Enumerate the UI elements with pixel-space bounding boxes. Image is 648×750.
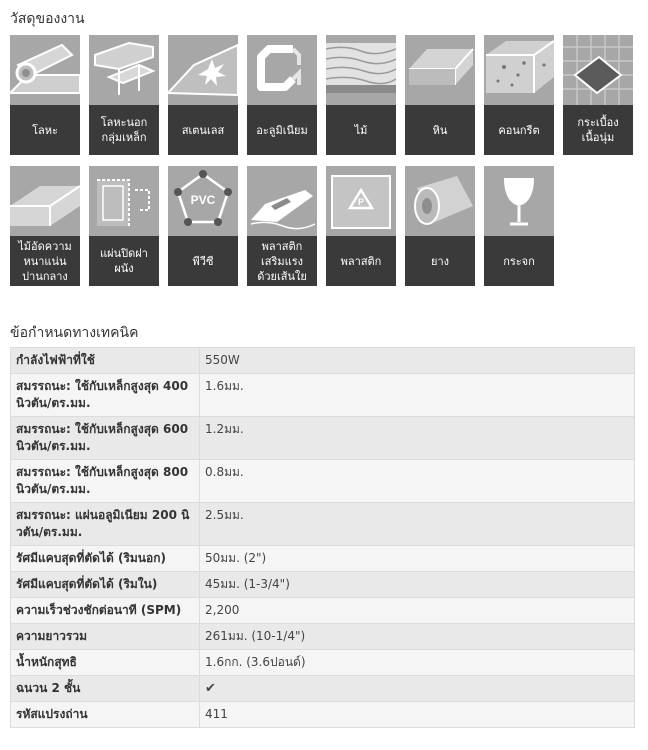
spec-key: สมรรถนะ: ใช้กับเหล็กสูงสุด 800 นิวตัน/ตร.มม.	[11, 460, 200, 503]
pvc-label: PVC	[190, 193, 216, 207]
spec-value: 1.6กก. (3.6ปอนด์)	[200, 650, 635, 676]
material-label: แผ่นปิดฝา ผนัง	[100, 247, 148, 275]
table-row	[11, 417, 635, 460]
aluminium-profile-icon	[247, 35, 317, 105]
material-tile-plastic	[326, 166, 396, 286]
material-label: ไม้อัดความ หนาแน่น ปานกลาง	[18, 239, 72, 283]
checkmark-icon: ✔	[200, 676, 635, 702]
spec-key: รหัสแปรงถ่าน	[11, 702, 200, 728]
materials-section-title: วัสดุของงาน	[10, 11, 85, 27]
spec-key: กำลังไฟฟ้าที่ใช้	[11, 348, 200, 374]
material-label: กระจก	[503, 254, 535, 268]
material-tile-nonferrous	[89, 35, 159, 155]
spec-value: 411	[200, 702, 635, 728]
spec-value: 2.5มม.	[200, 503, 635, 546]
spec-value: 261มม. (10-1/4")	[200, 624, 635, 650]
specs-table	[10, 347, 635, 728]
material-label: พลาสติก เสริมแรง ด้วยเส้นใย	[257, 239, 307, 283]
material-tile-rubber	[405, 166, 475, 286]
pipe-metal-icon	[10, 35, 80, 105]
material-tile-stainless	[168, 35, 238, 155]
material-tile-concrete	[484, 35, 554, 155]
rubber-roll-icon	[405, 166, 475, 236]
material-label: โลหะนอก กลุ่มเหล็ก	[100, 116, 148, 144]
material-label: โลหะ	[32, 123, 58, 137]
table-row	[11, 460, 635, 503]
material-tile-glass	[484, 166, 554, 286]
spec-key: สมรรถนะ: แผ่นอลูมิเนียม 200 นิวตัน/ตร.มม.	[11, 503, 200, 546]
stainless-spark-icon	[168, 35, 238, 105]
material-tile-metal	[10, 35, 80, 155]
spec-key: ความเร็วช่วงชักต่อนาที (SPM)	[11, 598, 200, 624]
material-label: ยาง	[431, 254, 449, 268]
table-row	[11, 572, 635, 598]
material-label: กระเบื้อง เนื้อนุ่ม	[577, 116, 619, 144]
recycle-plastic-icon	[326, 166, 396, 236]
mdf-board-icon	[10, 166, 80, 236]
material-label: ไม้	[354, 123, 368, 137]
table-row	[11, 624, 635, 650]
boat-icon	[247, 166, 317, 236]
material-tile-aluminium	[247, 35, 317, 155]
material-label: พลาสติก	[340, 254, 382, 268]
material-label: อะลูมิเนียม	[256, 123, 308, 137]
material-tile-wood	[326, 35, 396, 155]
material-tile-frp	[247, 166, 317, 286]
table-row	[11, 348, 635, 374]
spec-key: รัศมีแคบสุดที่ตัดได้ (ริมใน)	[11, 572, 200, 598]
table-row	[11, 702, 635, 728]
material-label: คอนกรีต	[498, 123, 540, 137]
spec-key: สมรรถนะ: ใช้กับเหล็กสูงสุด 400 นิวตัน/ตร.มม.	[11, 374, 200, 417]
table-row	[11, 374, 635, 417]
material-tile-mdf	[10, 166, 80, 286]
material-tile-tile	[563, 35, 633, 155]
tile-icon	[563, 35, 633, 105]
spec-value: 50มม. (2")	[200, 546, 635, 572]
sheet-gutter-icon	[89, 35, 159, 105]
table-row	[11, 503, 635, 546]
pvc-icon	[168, 166, 238, 236]
material-tile-wallpanel	[89, 166, 159, 286]
spec-value: 1.2มม.	[200, 417, 635, 460]
table-row	[11, 650, 635, 676]
spec-value: 0.8มม.	[200, 460, 635, 503]
glass-icon	[484, 166, 554, 236]
material-label: หิน	[432, 123, 448, 137]
spec-value: 2,200	[200, 598, 635, 624]
concrete-block-icon	[484, 35, 554, 105]
material-tile-stone	[405, 35, 475, 155]
table-row	[11, 546, 635, 572]
spec-value: 45มม. (1-3/4")	[200, 572, 635, 598]
table-row	[11, 598, 635, 624]
spec-key: รัศมีแคบสุดที่ตัดได้ (ริมนอก)	[11, 546, 200, 572]
spec-value: 1.6มม.	[200, 374, 635, 417]
wood-grain-icon	[326, 35, 396, 105]
stone-block-icon	[405, 35, 475, 105]
spec-key: ฉนวน 2 ชั้น	[11, 676, 200, 702]
spec-key: ความยาวรวม	[11, 624, 200, 650]
spec-key: น้ำหนักสุทธิ	[11, 650, 200, 676]
wall-panel-icon	[89, 166, 159, 236]
spec-value: 550W	[200, 348, 635, 374]
plastic-mark: P	[357, 197, 365, 207]
material-label: สเตนเลส	[181, 123, 225, 137]
spec-key: สมรรถนะ: ใช้กับเหล็กสูงสุด 600 นิวตัน/ตร.มม.	[11, 417, 200, 460]
table-row	[11, 676, 635, 702]
material-label: พีวีซี	[192, 254, 214, 268]
material-tile-pvc	[168, 166, 238, 286]
specs-section-title: ข้อกำหนดทางเทคนิค	[10, 325, 139, 341]
